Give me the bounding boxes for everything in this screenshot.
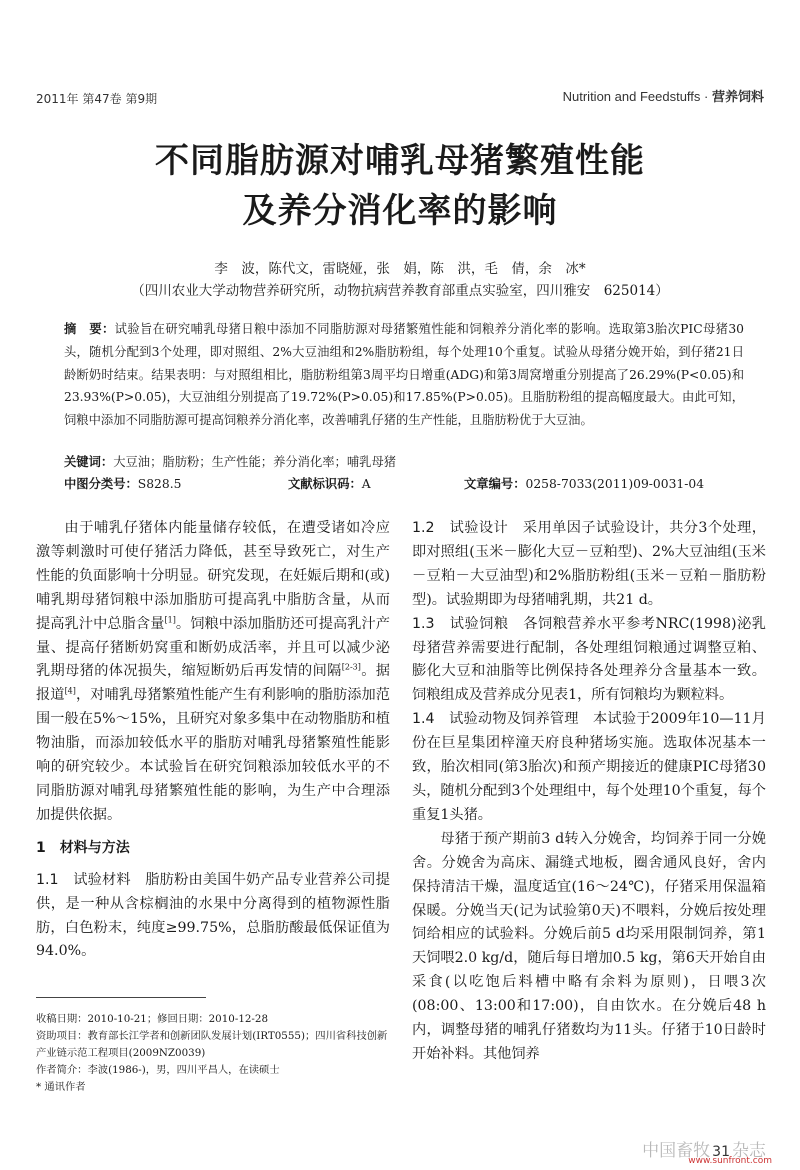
- footnotes: [36, 1011, 390, 1096]
- subsection-1-4: 1.4 试验动物及饲养管理 本试验于2009年10—11月份在巨星集团梓潼天府良种猪场实施。选取体况基本一致，胎次相同(第3胎次)和预产期接近的健康PIC母猪30头，随机分配到3个处理组中，每个处理10个重复，每个重复1头猪。: [412, 711, 766, 823]
- footnote-divider: [36, 997, 206, 998]
- magazine-logo: 中国畜牧 31 杂志: [642, 1141, 766, 1161]
- journal-name: [563, 86, 764, 105]
- corresponding-author: * 通讯作者: [36, 1081, 86, 1093]
- subsection-heading: 1.2 试验设计: [412, 520, 509, 536]
- subsection-heading: 1.1 试验材料: [36, 871, 131, 888]
- keywords-text: 大豆油；脂肪粉；生产性能；养分消化率；哺乳母猪: [113, 455, 397, 469]
- clc-number: 中图分类号：S828.5: [64, 477, 182, 491]
- keywords: [64, 451, 744, 473]
- received-date: 收稿日期：2010-10-21；修回日期：2010-12-28: [36, 1013, 269, 1025]
- subsection-1-2: 1.2 试验设计 采用单因子试验设计，共分3个处理，即对照组(玉米－膨化大豆－豆粕型)、2%大豆油组(玉米－豆粕－大豆油型)和2%脂肪粉组(玉米－豆粕－脂肪粉型)。试验期即为母猪哺乳期，共21 d。: [412, 520, 766, 608]
- intro-paragraph: 由于哺乳仔猪体内能量储存较低，在遭受诸如冷应激等刺激时可使仔猪活力降低，甚至导致死亡，对生产性能的负面影响十分明显。研究发现，在妊娠后期和(或)哺乳期母猪饲粮中添加脂肪可提高乳中脂肪含量，从而提高乳汁中总脂含量[1]。饲粮中添加脂肪还可提高乳汁产量、提高仔猪断奶窝重和断奶成活率，并且可以减少泌乳期母猪的体况损失，缩短断奶后再发情的间隔[2-3]。据报道[4]，对哺乳母猪繁殖性能产生有利影响的脂肪添加范围一般在5%～15%，且研究对象多集中在动物脂肪和植物油脂，而添加较低水平的脂肪对哺乳母猪繁殖性能影响的研究较少。本试验旨在研究饲粮添加较低水平的不同脂肪源对哺乳母猪繁殖性能的影响，为生产中合理添加提供依据。: [36, 520, 390, 823]
- affiliation: （四川农业大学动物营养研究所，动物抗病营养教育部重点实验室，四川雅安 625014）: [131, 283, 669, 299]
- issue-info: 2011年 第47卷 第9期: [36, 92, 158, 106]
- journal-name-en: Nutrition and Feedstuffs ·: [562, 89, 709, 104]
- subsection-heading: 1.4 试验动物及饲养管理: [412, 711, 579, 728]
- page-number: 31: [712, 1144, 730, 1160]
- authors: 李 波，陈代文，雷晓娅，张 娟，陈 洪，毛 倩，余 冰*: [214, 261, 586, 277]
- funding: 资助项目：教育部长江学者和创新团队发展计划(IRT0555)；四川省科技创新产业链示范工程项目(2009NZ0039): [36, 1030, 388, 1059]
- title-line-1: 不同脂肪源对哺乳母猪繁殖性能: [155, 141, 645, 181]
- left-column: [36, 517, 390, 964]
- subsection-1-1: 1.1 试验材料 脂肪粉由美国牛奶产品专业营养公司提供，是一种从含棕榈油的水果中分离得到的植物源性脂肪，白色粉末，纯度≥99.75%，总脂肪酸最低保证值为94.0%。: [36, 871, 390, 960]
- abstract-text: 试验旨在研究哺乳母猪日粮中添加不同脂肪源对母猪繁殖性能和饲粮养分消化率的影响。选取第3胎次PIC母猪30头，随机分配到3个处理，即对照组、2%大豆油组和2%脂肪粉组，每个处理10个重复。试验从母猪分娩开始，到仔猪21日龄断奶时结束。结果表明：与对照组相比，脂肪粉组第3周平均日增重(ADG)和第3周窝增重分别提高了26.29%(P<0.05)和23.93%(P>0.05)，大豆油组分别提高了19.72%(P>0.05)和17.85%(P>0.05)。且脂肪粉组的提高幅度最大。由此可知，饲粮中添加不同脂肪源可提高饲粮养分消化率，改善哺乳仔猪的生产性能，且脂肪粉优于大豆油。: [64, 322, 744, 428]
- website-url: www.sunfront.com: [688, 1156, 772, 1166]
- citation: [4]: [64, 686, 76, 696]
- title-line-2: 及养分消化率的影响: [242, 191, 558, 231]
- right-column: [412, 517, 766, 1067]
- subsection-1-4-paragraph: 母猪于预产期前3 d转入分娩舍，均饲养于同一分娩舍。分娩舍为高床、漏缝式地板，圈舍通风良好，舍内保持清洁干燥，温度适宜(16～24℃)，仔猪采用保温箱保暖。分娩当天(记为试验第0天)不喂料，分娩后按处理饲给相应的试验料。分娩后前5 d均采用限制饲养，第1天饲喂2.0 kg/d，随后每日增加0.5 kg，第6天开始自由采食(以吃饱后料槽中略有余料为原则)，日喂3次(08:00、13:00和17:00)，自由饮水。在分娩后48 h内，调整母猪的哺乳仔猪数均为11头。仔猪于10日龄时开始补料。其他饲养: [412, 830, 766, 1062]
- citation: [2-3]: [341, 662, 361, 672]
- subsection-1-3: 1.3 试验饲粮 各饲粮营养水平参考NRC(1998)泌乳母猪营养需要进行配制，各处理组饲粮通过调整豆粕、膨化大豆和油脂等比例保持各处理养分含量基本一致。饲粮组成及营养成分见表1，所有饲粮均为颗粒料。: [412, 615, 766, 704]
- abstract-label: 摘 要：: [64, 322, 115, 336]
- citation: [1]: [164, 614, 176, 624]
- paper-title: [0, 136, 800, 236]
- keywords-label: 关键词：: [64, 455, 114, 469]
- subsection-heading: 1.3 试验饲粮: [412, 615, 509, 632]
- document-code: 文献标识码：A: [288, 477, 371, 491]
- author-bio: 作者简介：李波(1986-)，男，四川平昌人，在读硕士: [36, 1064, 280, 1076]
- abstract: [64, 318, 744, 432]
- journal-name-cn: 营养饲料: [711, 89, 764, 104]
- section-heading: 1 材料与方法: [36, 839, 130, 856]
- article-number: 文章编号：0258-7033(2011)09-0031-04: [464, 477, 705, 491]
